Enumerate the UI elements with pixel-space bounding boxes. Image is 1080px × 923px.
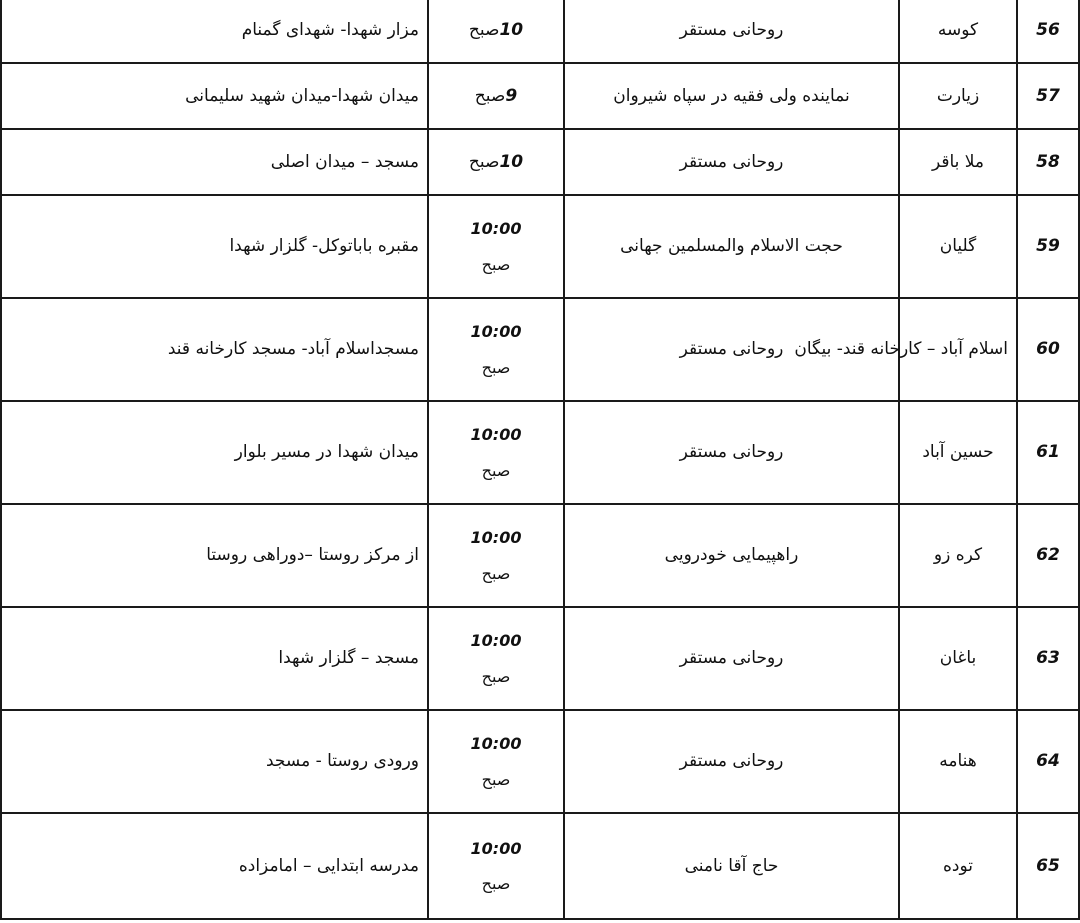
village-name: اسلام آباد – کارخانه قند- بیگان [899, 298, 1017, 401]
speaker-name: حاج آقا نامنی [564, 813, 899, 919]
start-time [428, 0, 564, 63]
time-unit: صبح [481, 874, 511, 893]
time-unit: صبح [481, 254, 511, 274]
time-number: 10:00 [470, 425, 522, 445]
start-time [428, 607, 564, 710]
time-number: 10:00 [470, 528, 522, 548]
time-number: 10:00 [470, 838, 522, 858]
start-time [428, 710, 564, 813]
table-row [1, 504, 1079, 607]
table-row [1, 607, 1079, 710]
table-row [1, 401, 1079, 504]
village-name: باغان [899, 607, 1017, 710]
table-row [1, 129, 1079, 195]
village-name: زیارت [899, 63, 1017, 129]
start-time [428, 129, 564, 195]
time-number: 10 [499, 151, 524, 172]
table-row [1, 195, 1079, 298]
speaker-name: روحانی مستقر [564, 298, 899, 401]
row-number: 62 [1017, 504, 1079, 607]
gathering-place: مدرسه ابتدایی – امامزاده [1, 813, 428, 919]
start-time [428, 401, 564, 504]
time-number: 10:00 [470, 631, 522, 651]
speaker-name: نماینده ولی فقیه در سپاه شیروان [564, 63, 899, 129]
time-unit: صبح [481, 563, 511, 583]
time-unit: صبح [481, 666, 511, 686]
row-number: 59 [1017, 195, 1079, 298]
speaker-name: روحانی مستقر [564, 0, 899, 63]
village-name: ملا باقر [899, 129, 1017, 195]
time-number: 10:00 [470, 219, 522, 239]
speaker-name: روحانی مستقر [564, 710, 899, 813]
row-number: 60 [1017, 298, 1079, 401]
gathering-place: مقبره باباتوکل- گلزار شهدا [1, 195, 428, 298]
start-time [428, 298, 564, 401]
gathering-place: میدان شهدا در مسیر بلوار [1, 401, 428, 504]
gathering-place: میدان شهدا-میدان شهید سلیمانی [1, 63, 428, 129]
gathering-place: مزار شهدا- شهدای گمنام [1, 0, 428, 63]
village-name: کوسه [899, 0, 1017, 63]
village-name: حسین آباد [899, 401, 1017, 504]
speaker-name: روحانی مستقر [564, 129, 899, 195]
row-number: 63 [1017, 607, 1079, 710]
gathering-place: مسجد – میدان اصلی [1, 129, 428, 195]
speaker-name: روحانی مستقر [564, 607, 899, 710]
time-unit: صبح [481, 357, 511, 377]
time-number: 10 [499, 19, 524, 40]
row-number: 65 [1017, 813, 1079, 919]
village-name: کره زو [899, 504, 1017, 607]
gathering-place: مسجد – گلزار شهدا [1, 607, 428, 710]
time-number: 10:00 [470, 322, 522, 342]
row-number: 64 [1017, 710, 1079, 813]
table-row [1, 298, 1079, 401]
gathering-place: ورودی روستا - مسجد [1, 710, 428, 813]
village-name: گلیان [899, 195, 1017, 298]
time-number: 10:00 [470, 734, 522, 754]
time-unit: صبح [468, 19, 500, 40]
time-unit: صبح [474, 85, 506, 106]
speaker-name: حجت الاسلام والمسلمین جهانی [564, 195, 899, 298]
start-time [428, 195, 564, 298]
village-name: توده [899, 813, 1017, 919]
time-unit: صبح [481, 460, 511, 480]
speaker-name: راهپیمایی خودرویی [564, 504, 899, 607]
row-number: 61 [1017, 401, 1079, 504]
table-row [1, 63, 1079, 129]
time-unit: صبح [481, 769, 511, 789]
time-number: 9 [505, 85, 518, 106]
gathering-place: مسجداسلام آباد- مسجد کارخانه قند [1, 298, 428, 401]
village-name: هنامه [899, 710, 1017, 813]
start-time [428, 813, 564, 919]
table-row [1, 0, 1079, 63]
time-unit: صبح [468, 151, 500, 172]
gathering-place: از مرکز روستا –دوراهی روستا [1, 504, 428, 607]
table-row [1, 710, 1079, 813]
start-time [428, 63, 564, 129]
start-time [428, 504, 564, 607]
row-number: 57 [1017, 63, 1079, 129]
table-row [1, 813, 1079, 919]
row-number: 56 [1017, 0, 1079, 63]
speaker-name: روحانی مستقر [564, 401, 899, 504]
row-number: 58 [1017, 129, 1079, 195]
